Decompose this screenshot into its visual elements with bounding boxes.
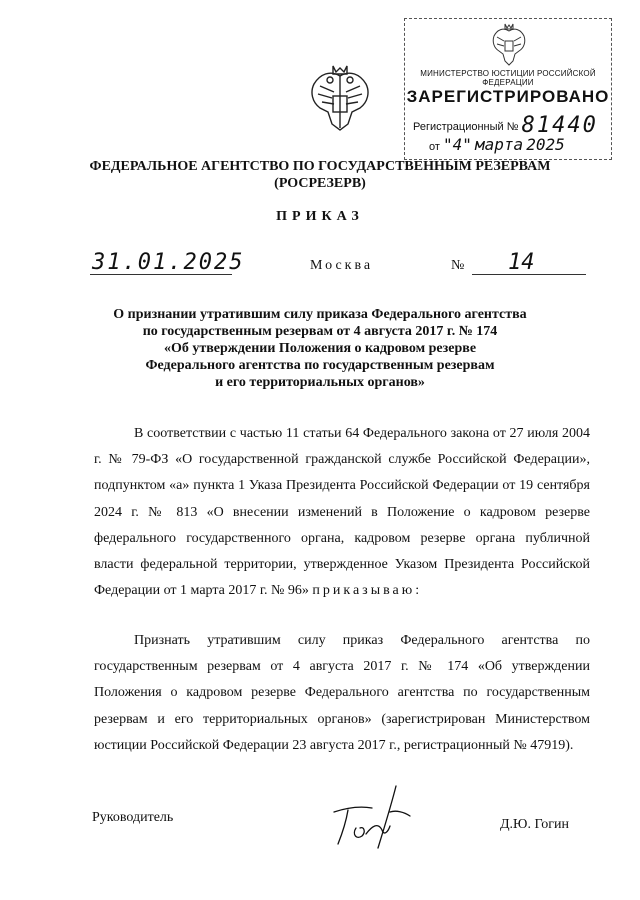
order-directive: приказываю: [312, 583, 423, 599]
order-number-label: № [451, 258, 465, 273]
title-line: и его территориальных органов» [215, 375, 425, 390]
number-underline [472, 274, 586, 275]
stamp-registered: ЗАРЕГИСТРИРОВАНО [406, 87, 610, 106]
order-number: 14 [508, 250, 535, 275]
stamp-reg-number: 81440 [521, 113, 598, 138]
handwritten-signature [326, 782, 416, 854]
stamp-date-prefix: от [429, 141, 440, 153]
agency-abbreviation: (РОСРЕЗЕРВ) [274, 176, 366, 191]
title-line: «Об утверждении Положения о кадровом резерве [163, 341, 477, 356]
body-paragraph-1 [94, 421, 590, 604]
stamp-date-row [429, 135, 605, 154]
document-type: ПРИКАЗ [276, 209, 364, 224]
agency-name: ФЕДЕРАЛЬНОЕ АГЕНТСТВО ПО ГОСУДАРСТВЕННЫМ РЕЗЕРВАМ [89, 159, 551, 174]
title-line: по государственным резервам от 4 августа 2017 г. № 174 [142, 324, 498, 339]
title-line: О признании утратившим силу приказа Федерального агентства [113, 307, 527, 322]
stamp-reg-number-label: Регистрационный № [413, 121, 519, 133]
stamp-date-year: 2025 [526, 135, 565, 154]
signatory-name: Д.Ю. Гогин [500, 817, 570, 832]
stamp-ministry: МИНИСТЕРСТВО ЮСТИЦИИ РОССИЙСКОЙ ФЕДЕРАЦИИ [420, 69, 596, 87]
date-underline [90, 274, 232, 275]
body-paragraph-2: Признать утратившим силу приказ Федерального агентства по государственным резервам от 4 августа 2017 г. № 174 «Об утверждении Положения о кадровом резерве Федерального агентства по государственным резервам и его территориальных органов» (зарегистрирован Министерством юстиции Российской Федерации 23 августа 2017 г., регистрационный № 47919). [94, 633, 590, 753]
stamp-emblem-icon [489, 23, 529, 67]
order-date: 31.01.2025 [92, 250, 245, 275]
stamp-reg-number-row [413, 111, 605, 136]
stamp-date-month: марта [474, 135, 524, 154]
stamp-date-day: "4" [442, 135, 472, 154]
signatory-role: Руководитель [92, 810, 174, 825]
registration-stamp [404, 18, 612, 160]
order-city: Москва [310, 258, 374, 273]
title-line: Федерального агентства по государственным резервам [145, 358, 495, 373]
paragraph-1-text: В соответствии с частью 11 статьи 64 Федерального закона от 27 июля 2004 г. № 79-ФЗ «О государственной гражданской службе Российской Федерации», подпунктом «а» пункта 1 Указа Президента Российской Федерации от 19 сентября 2024 г. № 813 «О внесении изменений в Положение о кадровом резерве федерального государственного органа, кадровом резерве органа публичной власти федеральной территории, утвержденное Указом Президента Российской Федерации от 1 марта 2017 г. № 96» [94, 426, 590, 599]
coat-of-arms-emblem [300, 62, 380, 134]
order-title [60, 306, 580, 391]
agency-header [0, 158, 640, 192]
